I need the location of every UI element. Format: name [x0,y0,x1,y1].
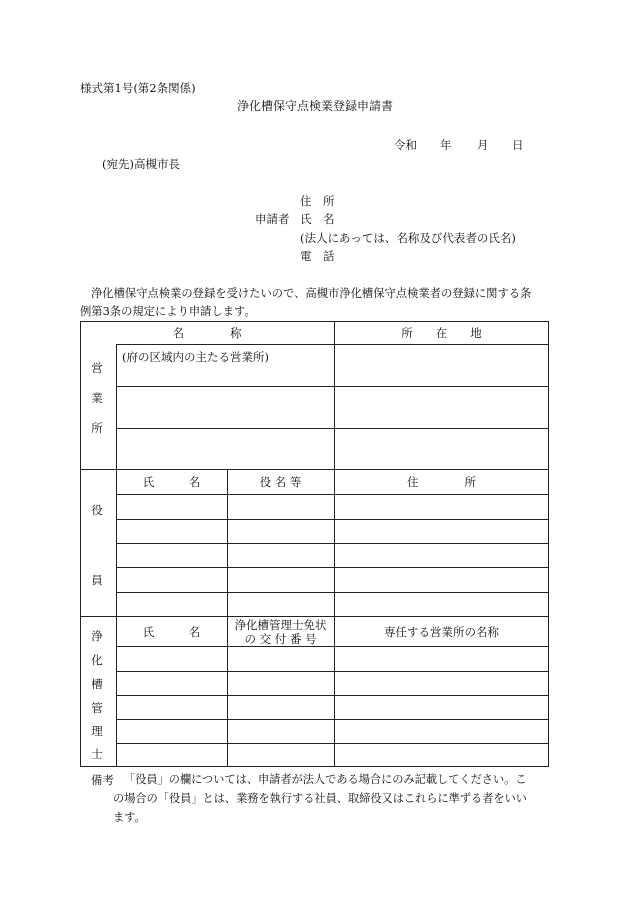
side-label-managers-6: 士 [91,747,103,761]
date-era: 令和 [394,138,417,152]
side-label-office-2: 業 [91,391,103,405]
header-officer-address: 住 所 [407,475,476,489]
remarks-line-1: 「役員」の欄については、申請者が法人である場合にのみ記載してください。こ [124,773,527,786]
applicant-note: (法人にあっては、名称及び代表者の氏名) [300,231,516,245]
section-divider [80,616,549,617]
date-month: 月 [477,138,489,152]
header-office-location: 所 在 地 [401,326,482,340]
remarks-line-3: ます。 [113,811,146,824]
remarks-label: 備考 [91,773,114,787]
header-officer-title: 役 名 等 [259,475,302,489]
side-label-office-3: 所 [91,421,103,435]
side-label-managers-5: 理 [91,724,103,738]
side-label-office-1: 営 [91,361,103,375]
side-label-managers-2: 化 [91,653,103,667]
header-manager-license-1: 浄化槽管理士免状 [234,618,327,632]
side-label-officers-2: 員 [91,573,103,587]
header-manager-name: 氏 名 [142,625,201,639]
date-day: 日 [512,138,524,152]
side-label-managers-3: 槽 [91,677,103,691]
remarks-line-2: の場合の「役員」とは、業務を執行する社員、取締役又はこれらに準ずる者をいい [113,792,527,805]
addressee: (宛先)高槻市長 [102,157,180,171]
document-title: 浄化槽保守点検業登録申請書 [237,99,394,113]
header-office-name: 名 称 [172,326,242,340]
side-label-officers-1: 役 [91,503,103,517]
side-label-managers-1: 浄 [91,629,103,643]
header-manager-office: 専任する営業所の名称 [384,625,499,639]
header-officer-name: 氏 名 [142,475,201,489]
header-manager-license-2: の 交 付 番 号 [244,632,317,646]
applicant-address-label: 住 所 [300,194,335,208]
body-line-1: 浄化槽保守点検業の登録を受けたいので、高槻市浄化槽保守点検業者の登録に関する条 [91,287,532,300]
date-year: 年 [440,138,452,152]
body-line-2: 例第3条の規定により申請します。 [80,305,256,318]
applicant-phone-label: 電 話 [300,249,335,263]
form-number: 様式第1号(第2条関係) [80,81,196,95]
office-first-row-note: (府の区域内の主たる営業所) [122,350,269,364]
registration-table [80,321,549,767]
applicant-name-label: 氏 名 [300,212,335,226]
side-label-managers-4: 管 [91,701,103,715]
section-divider [80,469,549,470]
applicant-label: 申請者 [255,212,290,226]
